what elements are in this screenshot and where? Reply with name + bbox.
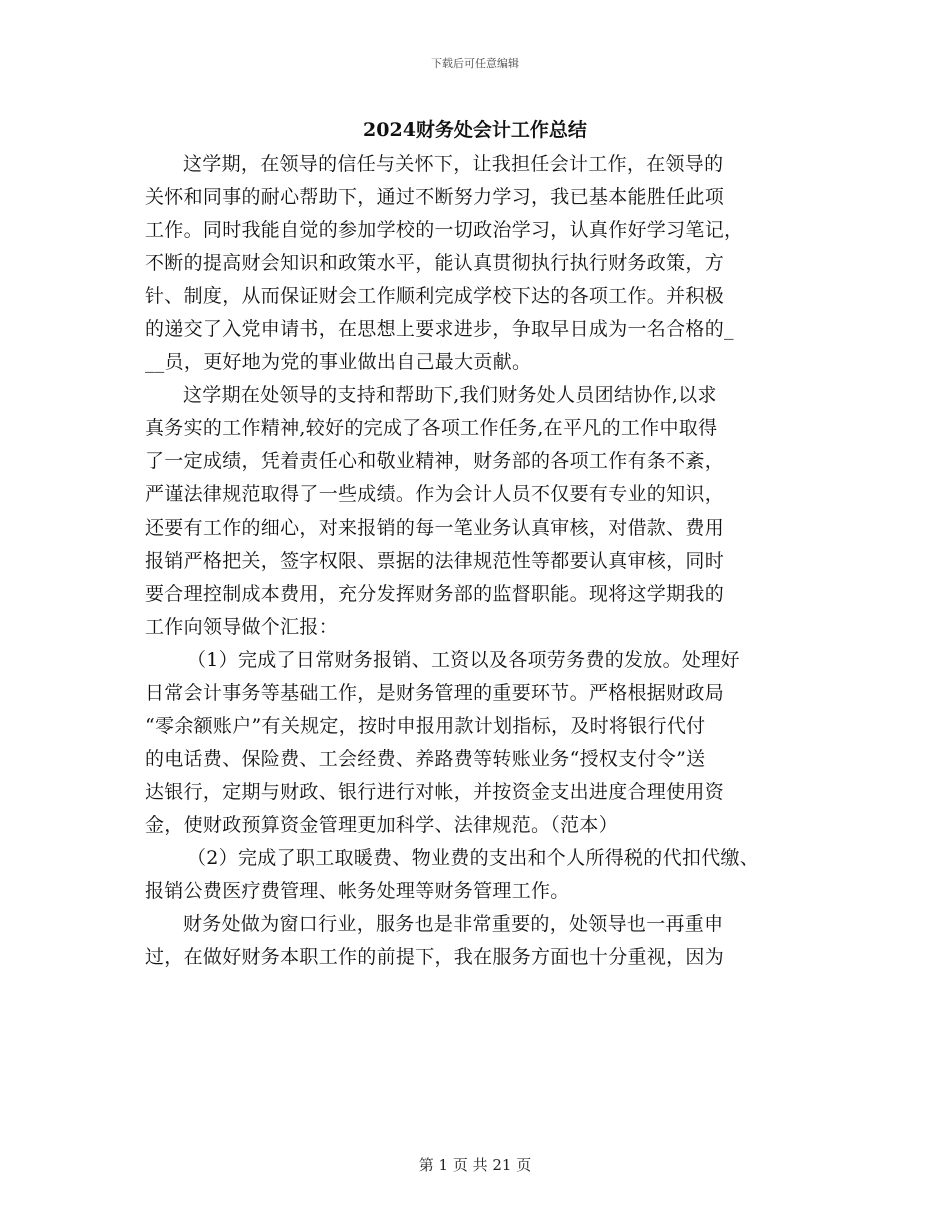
body-line: 这学期在处领导的支持和帮助下,我们财务处人员团结协作,以求 [183, 384, 717, 407]
document-body [145, 148, 810, 974]
body-line: 工作向领导做个汇报： [145, 615, 339, 638]
body-line: 真务实的工作精神,较好的完成了各项工作任务,在平凡的工作中取得 [145, 417, 718, 440]
body-line: 报销严格把关，签字权限、票据的法律规范性等都要认真审核，同时 [145, 549, 725, 572]
body-line: 报销公费医疗费管理、帐务处理等财务管理工作。 [145, 880, 570, 903]
header-note: 下载后可任意编辑 [431, 57, 519, 70]
body-line: 的递交了入党申请书，在思想上要求进步，争取早日成为一名合格的_ [145, 318, 734, 341]
body-line: 严谨法律规范取得了一些成绩。作为会计人员不仅要有专业的知识， [145, 483, 725, 506]
body-line: 针、制度，从而保证财会工作顺利完成学校下达的各项工作。并积极 [145, 285, 725, 308]
body-line: 财务处做为窗口行业，服务也是非常重要的，处领导也一再重申 [183, 913, 724, 936]
body-line: “零余额账户”有关规定，按时申报用款计划指标，及时将银行代付 [145, 714, 706, 737]
document-title: 2024财务处会计工作总结 [363, 119, 587, 141]
body-line: 关怀和同事的耐心帮助下，通过不断努力学习，我已基本能胜任此项 [145, 186, 725, 209]
body-line: 不断的提高财会知识和政策水平，能认真贯彻执行执行财务政策，方 [145, 252, 725, 275]
body-line: 过，在做好财务本职工作的前提下，我在服务方面也十分重视，因为 [145, 946, 725, 969]
body-line: 日常会计事务等基础工作，是财务管理的重要环节。严格根据财政局 [145, 681, 725, 704]
body-line: （1）完成了日常财务报销、工资以及各项劳务费的发放。处理好 [187, 648, 740, 671]
body-line: __员，更好地为党的事业做出自己最大贡献。 [145, 351, 532, 374]
body-line: 了一定成绩，凭着责任心和敬业精神，财务部的各项工作有条不紊， [145, 450, 725, 473]
body-line: 工作。同时我能自觉的参加学校的一切政治学习，认真作好学习笔记， [145, 219, 744, 242]
body-line: 达银行，定期与财政、银行进行对帐，并按资金支出进度合理使用资 [145, 780, 725, 803]
body-line: 要合理控制成本费用，充分发挥财务部的监督职能。现将这学期我的 [145, 582, 725, 605]
body-line: 这学期，在领导的信任与关怀下，让我担任会计工作，在领导的 [183, 153, 724, 175]
page-number: 第 1 页 共 21 页 [418, 1156, 532, 1174]
body-line: 的电话费、保险费、工会经费、养路费等转账业务“授权支付令”送 [145, 747, 706, 770]
body-line: （2）完成了职工取暖费、物业费的支出和个人所得税的代扣代缴、 [187, 846, 760, 869]
body-line: 还要有工作的细心，对来报销的每一笔业务认真审核，对借款、费用 [145, 516, 725, 539]
body-line: 金，使财政预算资金管理更加科学、法律规范。（范本） [145, 813, 619, 836]
